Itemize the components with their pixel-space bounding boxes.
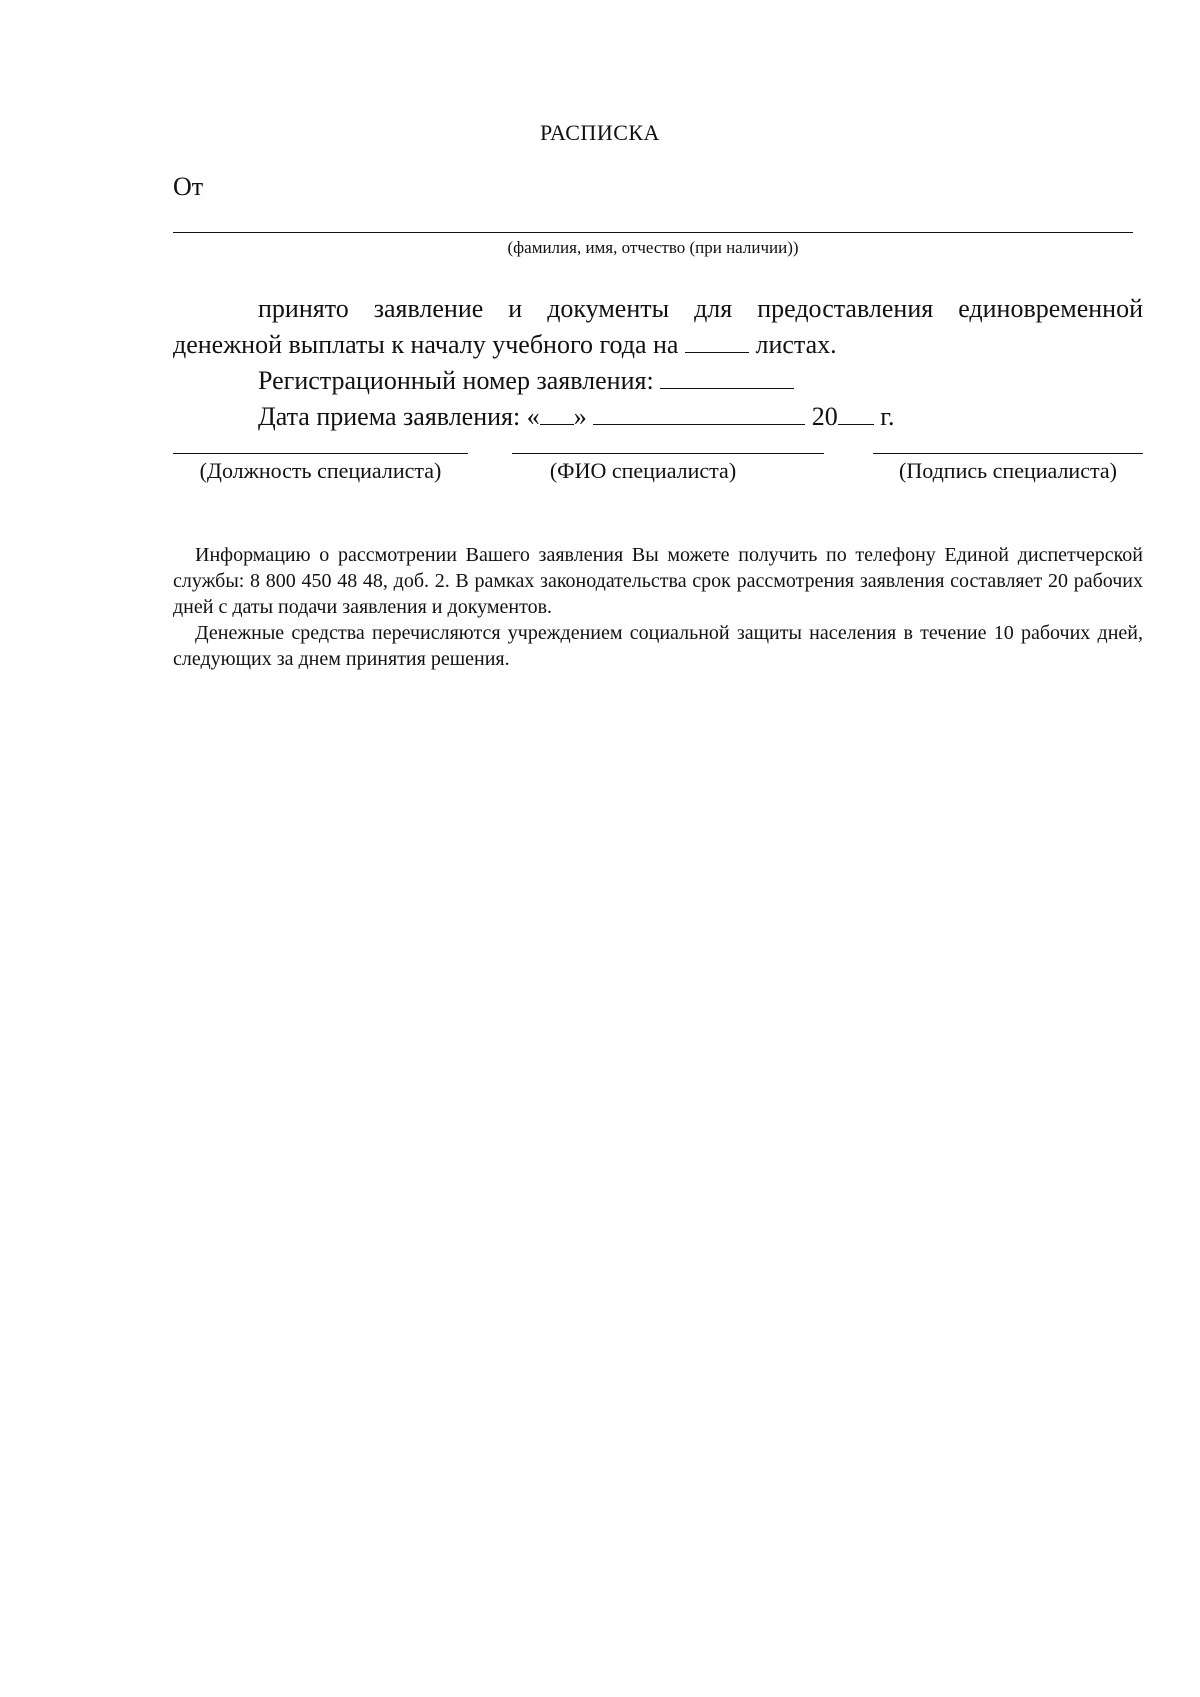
date-quote-close: » — [573, 402, 587, 431]
date-month-field[interactable] — [593, 398, 805, 425]
name-signature-line[interactable] — [512, 453, 824, 454]
date-paragraph — [173, 398, 1143, 434]
receipt-body — [173, 292, 1143, 434]
sheets-suffix: листах. — [755, 330, 837, 359]
signature-line[interactable] — [873, 453, 1143, 454]
accepted-paragraph — [173, 292, 1143, 362]
date-day-field[interactable] — [540, 398, 574, 425]
position-signature-line[interactable] — [173, 453, 468, 454]
from-label: От — [173, 172, 204, 201]
signature-caption: (Подпись специалиста) — [899, 458, 1117, 483]
position-caption: (Должность специалиста) — [199, 458, 442, 483]
date-label: Дата приема заявления: « — [258, 402, 540, 431]
reg-number-paragraph — [173, 362, 1143, 398]
year-field[interactable] — [838, 398, 874, 425]
sheets-count-field[interactable] — [685, 326, 749, 353]
info-block — [173, 542, 1143, 672]
name-caption: (ФИО специалиста) — [549, 458, 737, 483]
from-name-field[interactable] — [173, 232, 1133, 233]
reg-number-label: Регистрационный номер заявления: — [258, 366, 654, 395]
year-suffix: г. — [880, 402, 895, 431]
year-prefix: 20 — [811, 402, 838, 431]
info-paragraph-2: Денежные средства перечисляются учреждением социальной защиты населения в течение 10 рабочих дней, следующих за днем принятия решения. — [173, 622, 1143, 670]
accepted-text: принято заявление и документы для предоставления единовременной денежной выплаты к началу учебного года на — [173, 294, 1143, 359]
reg-number-field[interactable] — [660, 362, 794, 389]
info-paragraph-1: Информацию о рассмотрении Вашего заявления Вы можете получить по телефону Единой диспетчерской службы: 8 800 450 48 48, доб. 2. В рамках законодательства срок рассмотрения заявления составляет 20 рабочих дней с даты подачи заявления и документов. — [173, 544, 1143, 618]
from-caption: (фамилия, имя, отчество (при наличии)) — [507, 238, 799, 257]
document-title: РАСПИСКА — [540, 120, 660, 145]
